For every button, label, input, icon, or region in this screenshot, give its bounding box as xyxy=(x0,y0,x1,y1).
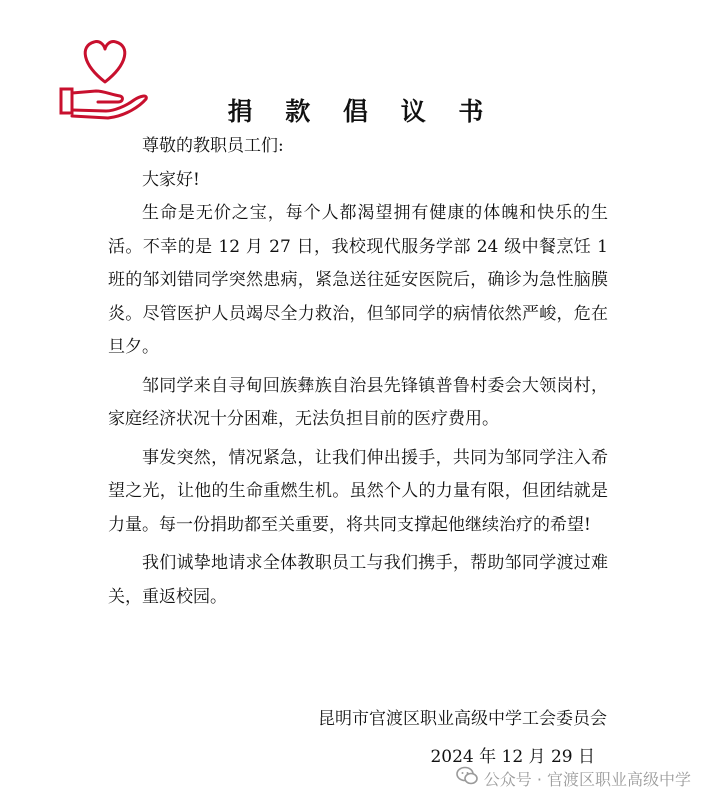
paragraph-4: 我们诚挚地请求全体教职员工与我们携手，帮助邹同学渡过难关，重返校园。 xyxy=(108,553,608,607)
greeting: 大家好! xyxy=(142,169,200,190)
letter-body xyxy=(108,130,608,614)
page-title: 捐 款 倡 议 书 xyxy=(227,97,496,126)
watermark xyxy=(456,766,691,790)
letter-date: 2024 年 12 月 29 日 xyxy=(430,747,595,767)
paragraph-1: 生命是无价之宝，每个人都渴望拥有健康的体魄和快乐的生活。不幸的是 12 月 27 日，我校现代服务学部 24 级中餐烹饪 1 班的邹刘错同学突然患病，紧急送往延安医院后，确诊为急性脑膜炎。尽管医护人员竭尽全力救治，但邹同学的病情依然严峻，危在旦夕。 xyxy=(108,203,608,357)
watermark-text: 公众号 · 官渡区职业高级中学 xyxy=(483,769,691,789)
wechat-official-account-icon xyxy=(456,766,478,790)
signature: 昆明市官渡区职业高级中学工会委员会 xyxy=(318,709,607,729)
salutation: 尊敬的教职员工们: xyxy=(142,136,284,156)
paragraph-3: 事发突然，情况紧急，让我们伸出援手，共同为邹同学注入希望之光，让他的生命重燃生机。虽然个人的力量有限，但团结就是力量。每一份捐助都至关重要，将共同支撑起他继续治疗的希望! xyxy=(108,447,608,535)
paragraph-2: 邹同学来自寻甸回族彝族自治县先锋镇普鲁村委会大领岗村，家庭经济状况十分困难，无法负担目前的医疗费用。 xyxy=(108,375,608,429)
